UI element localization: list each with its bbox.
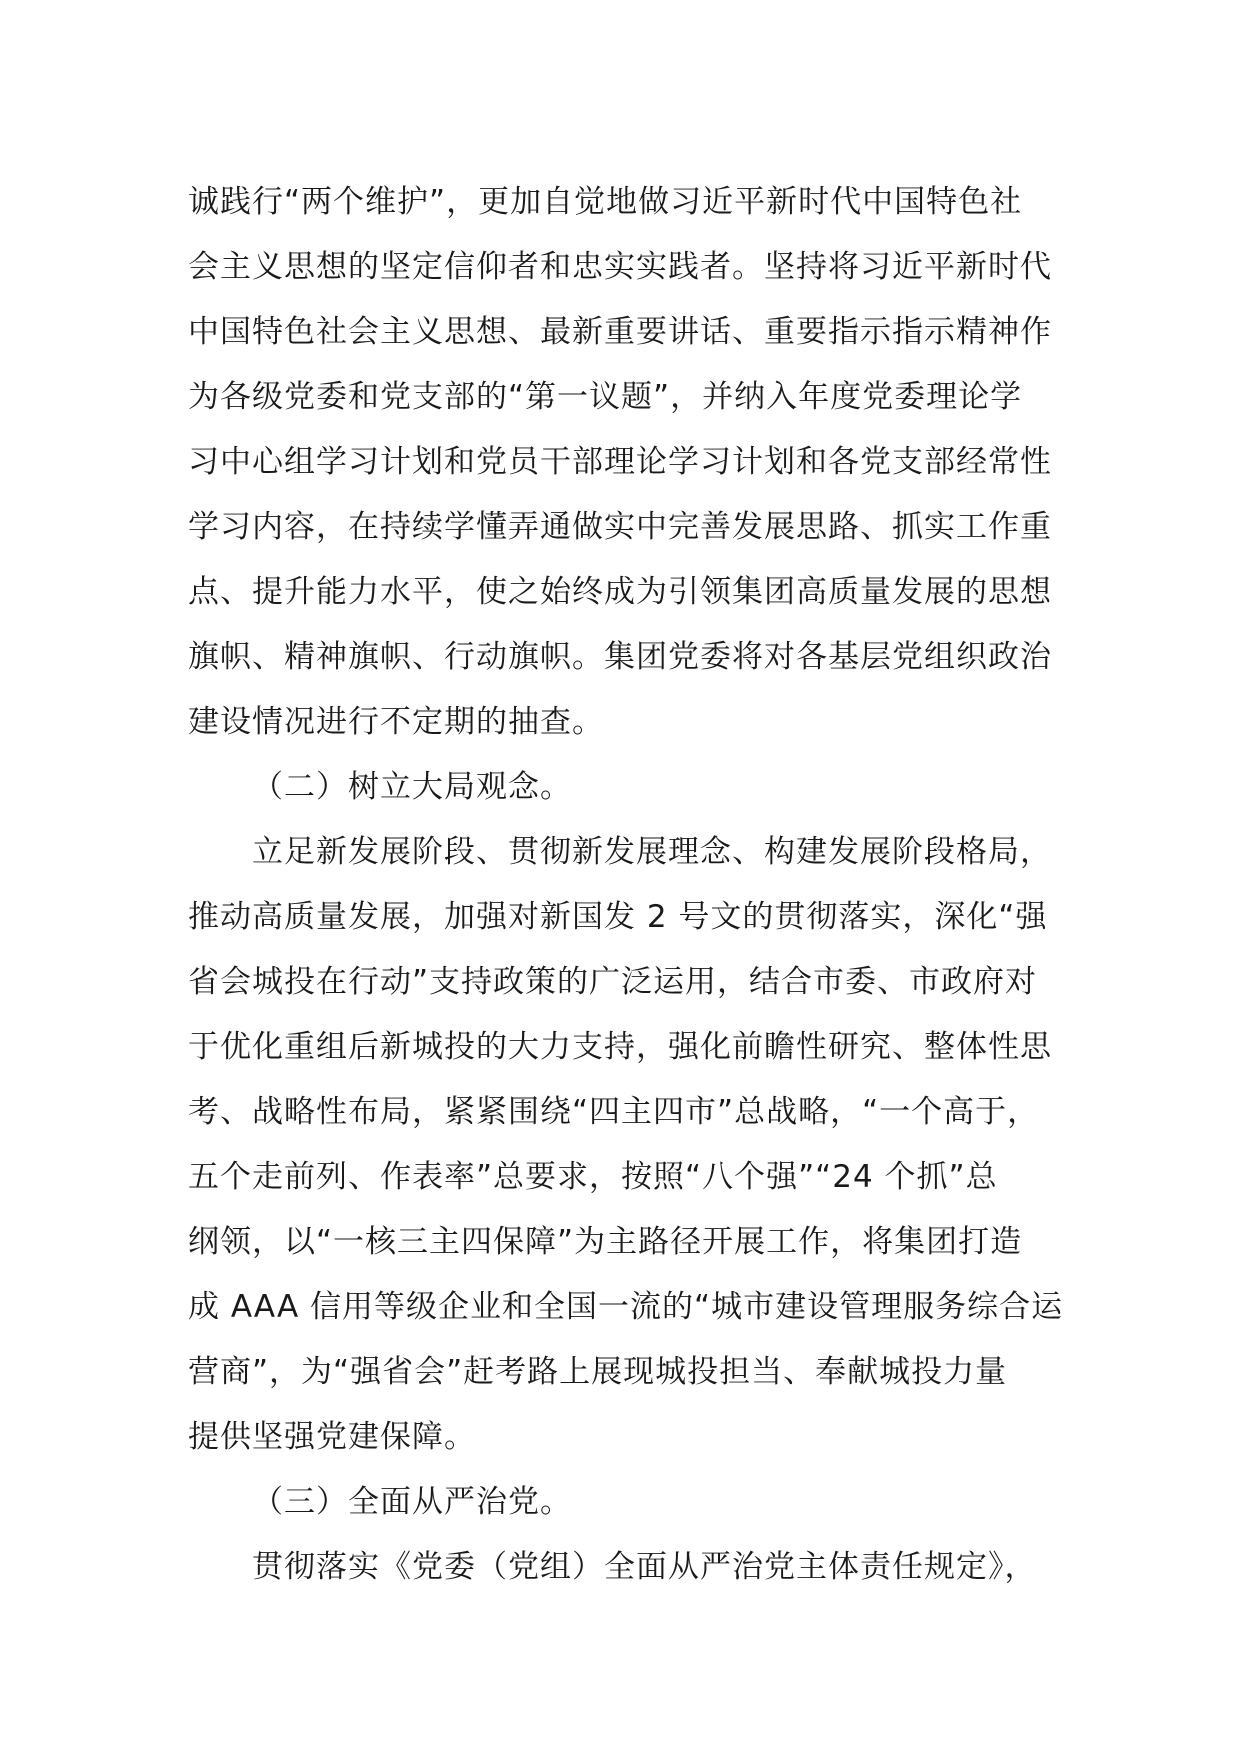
text-line: 成 AAA 信用等级企业和全国一流的“城市建设管理服务综合运 [188, 1289, 1064, 1325]
text-line: 点、提升能力水平，使之始终成为引领集团高质量发展的思想 [188, 574, 1052, 610]
text-line: 营商”，为“强省会”赶考路上展现城投担当、奉献城投力量 [188, 1354, 1008, 1390]
text-line: 于优化重组后新城投的大力支持，强化前瞻性研究、整体性思 [188, 1029, 1052, 1065]
text-line: 五个走前列、作表率”总要求，按照“八个强”“24 个抓”总 [188, 1159, 998, 1195]
text-line: 会主义思想的坚定信仰者和忠实实践者。坚持将习近平新时代 [188, 249, 1052, 285]
section-heading: （二）树立大局观念。 [252, 769, 572, 805]
text-line: 考、战略性布局，紧紧围绕“四主四市”总战略，“一个高于， [188, 1094, 1040, 1130]
text-line: 学习内容，在持续学懂弄通做实中完善发展思路、抓实工作重 [188, 509, 1052, 545]
text-line: 诚践行“两个维护”，更加自觉地做习近平新时代中国特色社 [188, 184, 1023, 220]
text-line: 纲领，以“一核三主四保障”为主路径开展工作，将集团打造 [188, 1224, 1023, 1260]
text-line: 建设情况进行不定期的抽查。 [188, 704, 604, 740]
text-line: 贯彻落实《党委（党组）全面从严治党主体责任规定》， [252, 1549, 1037, 1585]
text-line: 为各级党委和党支部的“第一议题”，并纳入年度党委理论学 [188, 379, 1023, 415]
text-line: 习中心组学习计划和党员干部理论学习计划和各党支部经常性 [188, 444, 1052, 480]
text-line: 立足新发展阶段、贯彻新发展理念、构建发展阶段格局， [252, 834, 1052, 870]
text-line: 省会城投在行动”支持政策的广泛运用，结合市委、市政府对 [188, 964, 1038, 1000]
text-line: 旗帜、精神旗帜、行动旗帜。集团党委将对各基层党组织政治 [188, 639, 1052, 675]
text-line: 提供坚强党建保障。 [188, 1419, 476, 1455]
text-line: 中国特色社会主义思想、最新重要讲话、重要指示指示精神作 [188, 314, 1052, 350]
section-heading: （三）全面从严治党。 [252, 1484, 572, 1520]
body-text [188, 170, 1078, 1600]
text-line: 推动高质量发展，加强对新国发 2 号文的贯彻落实，深化“强 [188, 899, 1048, 935]
